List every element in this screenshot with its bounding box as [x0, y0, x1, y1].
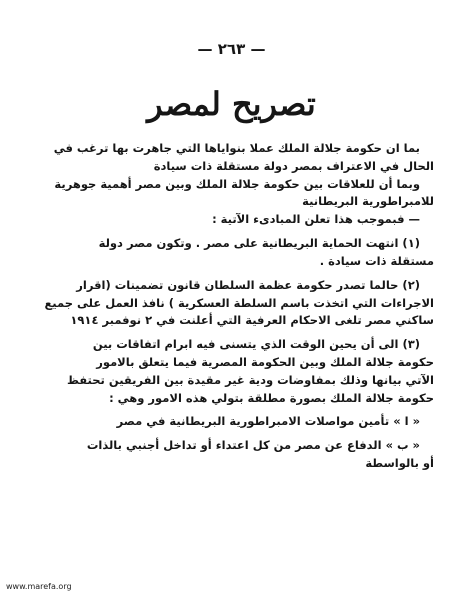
list-item-line: حكومة جلالة الملك وبين الحكومة المصرية فيما يتعلق بالامور: [96, 354, 434, 369]
document-body: [32, 140, 434, 473]
paragraph-line: — فبموجب هذا تعلن المبادىء الآتية :: [212, 212, 420, 227]
list-item-line: ساكني مصر تلغى الاحكام العرفية التي أعلنت في ٢ نوفمبر ١٩١٤: [70, 313, 434, 328]
list-item-line: الآتي بيانها وذلك بمفاوضات ودية غير مقيدة بين الفريقين تحتفظ: [66, 372, 434, 387]
list-item-line: (١) انتهت الحماية البريطانية على مصر . وتكون مصر دولة: [98, 236, 420, 251]
list-item-line: الاجراءات التي اتخذت باسم السلطة العسكرية ) نافذ العمل على جميع: [44, 295, 434, 310]
paragraph-line: للامبراطورية البريطانية: [302, 194, 434, 209]
sub-item-line: « ا » تأمين مواصلات الامبراطورية البريطانية في مصر: [116, 414, 420, 429]
list-item-line: (٢) حالما تصدر حكومة عظمة السلطان قانون تضمينات (اقرار: [76, 277, 420, 292]
page-number: — ٢٦٣ —: [197, 40, 266, 58]
sub-item-line: أو بالواسطة: [365, 456, 434, 470]
sub-item-line: « ب » الدفاع عن مصر من كل اعتداء أو تداخل أجنبي بالذات: [86, 438, 420, 453]
list-item-line: مستقلة ذات سيادة .: [319, 253, 434, 268]
source-watermark: www.marefa.org: [6, 582, 72, 591]
paragraph-line: بما ان حكومة جلالة الملك عملا بنواياها التي جاهرت بها ترغب في: [53, 141, 420, 155]
paragraph-line: الحال في الاعتراف بمصر دولة مستقلة ذات سيادة: [153, 158, 434, 173]
list-item-line: حكومة جلالة الملك بصورة مطلقة بتولي هذه الامور وهي :: [109, 390, 434, 405]
paragraph-line: وبما أن للعلاقات بين حكومة جلالة الملك وبين مصر أهمية جوهرية: [54, 176, 420, 191]
list-item-line: (٣) الى أن يحين الوقت الذي يتسنى فيه ابرام اتفاقات بين: [92, 337, 420, 352]
page-title: تصريح لمصر: [147, 85, 316, 123]
